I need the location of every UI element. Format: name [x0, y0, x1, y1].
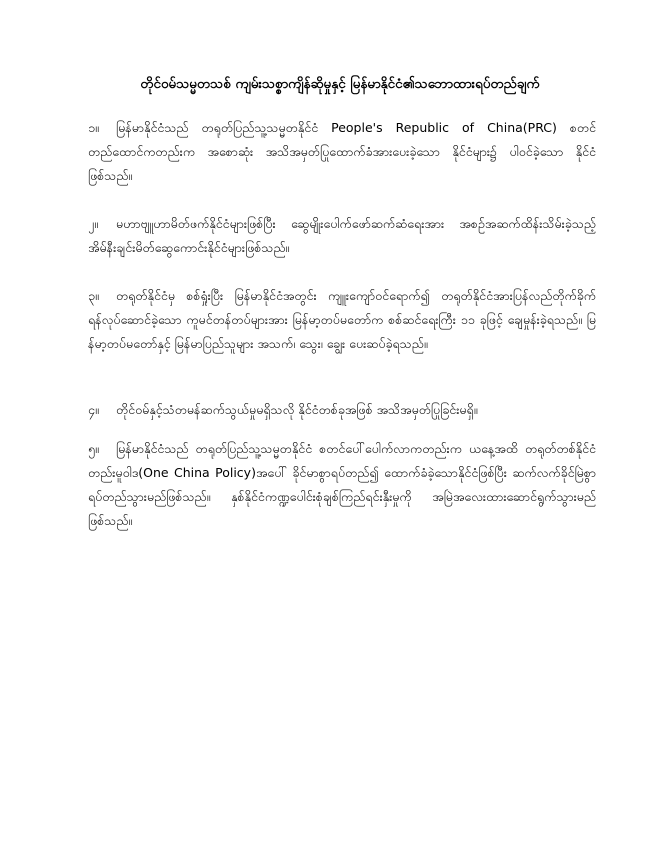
- paragraph-text: မြန်မာနိုင်ငံသည် တရုတ်ပြည်သူ့သမ္မတနိုင်ငံ People's Republic of China(PRC) စတင်တည်ထောင်ကတည်းက အစောဆုံး အသိအမှတ်ပြုထောက်ခံအားပေးခဲ့သော နိုင်ငံများ၌ ပါဝင်ခဲ့သော နိုင်ငံဖြစ်သည်။: [88, 120, 596, 183]
- paragraph-text: မြန်မာနိုင်ငံသည် တရုတ်ပြည်သူ့သမ္မတနိုင်ငံ စတင်ပေါ်ပေါက်လာကတည်းက ယနေ့အထိ တရုတ်တစ်နိုင်ငံတည်းမူဝါဒ(One China Policy)အပေါ် ခိုင်မာစွာရပ်တည်၍ ထောက်ခံခဲ့သောနိုင်ငံဖြစ်ပြီး ဆက်လက်ခိုင်မြဲစွာရပ်တည်သွားမည်ဖြစ်သည်။ နှစ်နိုင်ငံကဏ္ဍပေါင်းစုံချစ်ကြည်ရင်းနှီးမှုကို အမြဲအလေးထားဆောင်ရွက်သွားမည်ဖြစ်သည်။: [88, 441, 596, 528]
- paragraph-number: ၃။: [88, 288, 99, 303]
- paragraph-number: ၄။: [88, 402, 99, 417]
- paragraph-5: [88, 437, 596, 533]
- paragraph-1: [88, 116, 596, 188]
- paragraph-3: [88, 284, 596, 356]
- paragraph-text: မဟာဗျူဟာမိတ်ဖက်နိုင်ငံများဖြစ်ပြီး ဆွေမျိုးပေါက်ဖော်ဆက်ဆံရေးအား အစဉ်အဆက်ထိန်းသိမ်းခဲ့သည့် အိမ်နီးချင်းမိတ်ဆွေကောင်းနိုင်ငံများဖြစ်သည်။: [88, 216, 596, 255]
- document-title: တိုင်ဝမ်သမ္မတသစ် ကျမ်းသစ္စာကျိန်ဆိုမှုနှင့် မြန်မာနိုင်ငံ၏သဘောထားရပ်တည်ချက်: [140, 76, 540, 92]
- paragraph-number: ၅။: [88, 441, 99, 456]
- paragraph-number: ၁။: [88, 120, 99, 135]
- paragraph-text: တိုင်ဝမ်နှင့်သံတမန်ဆက်သွယ်မှုမရှိသလို နိုင်ငံတစ်ခုအဖြစ် အသိအမှတ်ပြုခြင်းမရှိ။: [116, 402, 478, 417]
- paragraph-4: [88, 398, 596, 422]
- paragraph-number: ၂။: [88, 216, 98, 231]
- paragraph-2: [88, 212, 596, 260]
- paragraph-text: တရုတ်နိုင်ငံမှ စစ်ရှုံးပြီး မြန်မာနိုင်ငံအတွင်း ကျူးကျော်ဝင်ရောက်၍ တရုတ်နိုင်ငံအားပြန်လည်တိုက်ခိုက်ရန်လုပ်ဆောင်ခဲ့သော ကူမင်တန်တပ်များအား မြန်မာ့တပ်မတော်က စစ်ဆင်ရေးကြီး ၁၁ ခုဖြင့် ချေမှုန်းခဲ့ရသည်။ မြန်မာ့တပ်မတော်နှင့် မြန်မာပြည်သူများ အသက်၊ သွေး၊ ချွေး ပေးဆပ်ခဲ့ရသည်။: [88, 288, 596, 351]
